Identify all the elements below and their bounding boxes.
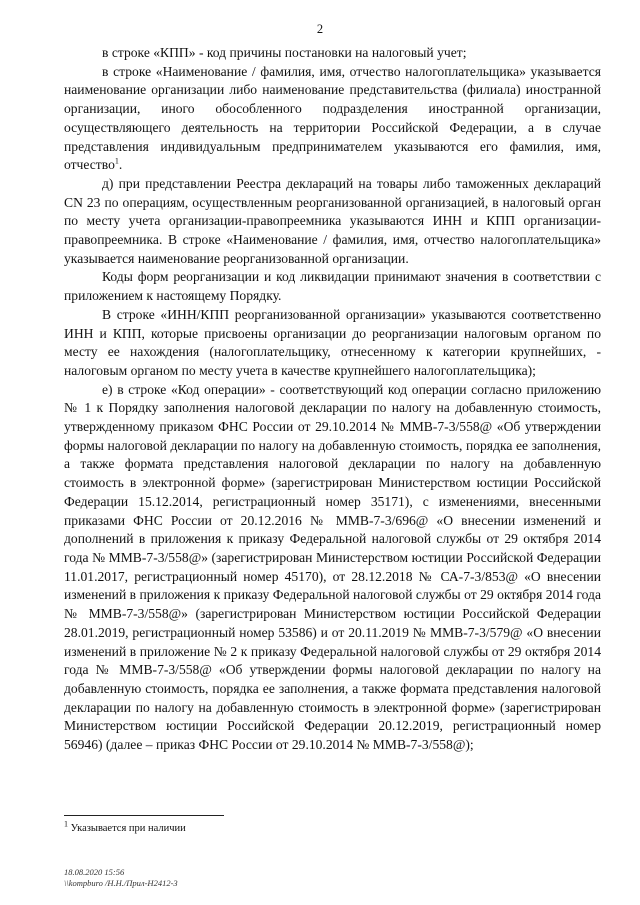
paragraph-end-mark: . [118, 157, 123, 173]
paragraph-taxpayer-name [64, 63, 601, 175]
paragraph-inn-kpp-reorg: В строке «ИНН/КПП реорганизованной организации» указываются соответственно ИНН и КПП, которые присвоены организации до реорганизации налоговым органом по месту ее нахождения (налогоплательщику, отнесенному к категории крупнейших, - налоговым органом по месту учета в качестве крупнейшего налогоплательщика); [64, 306, 601, 378]
footnote-number: 1 [64, 819, 68, 829]
footnote [64, 819, 564, 835]
paragraph-taxpayer-name-text: в строке «Наименование / фамилия, имя, отчество налогоплательщика» указывается наименование организации либо наименование представительства (филиала) иностранной организации, иного обособленного подразделения иностранной организации, осуществляющего деятельность на территории Российской Федерации, а в случае представления индивидуальным предпринимателем указываются его фамилия, имя, отчество [64, 63, 601, 173]
paragraph-item-e: е) в строке «Код операции» - соответствующий код операции согласно приложению № 1 к Порядку заполнения налоговой декларации по налогу на добавленную стоимость, утвержденному приказом ФНС России от 29.10.2014 № ММВ-7-3/558@ «Об утверждении формы налоговой декларации по налогу на добавленную стоимость, порядка ее заполнения, а также формата представления налоговой декларации по налогу на добавленную стоимость в электронной форме» (зарегистрирован Министерством юстиции Российской Федерации 15.12.2014, регистрационный номер 35171), с изменениями, внесенными приказами ФНС России от 20.12.2016 № ММВ-7-3/696@ «О внесении изменений и дополнений в приложения к приказу Федеральной налоговой службы от 29 октября 2014 года № ММВ-7-3/558@» (зарегистрирован Министерством юстиции Российской Федерации 11.01.2017, регистрационный номер 45170), от 28.12.2018 № СА-7-3/853@ «О внесении изменений в приложения к приказу Федеральной налоговой службы от 29 октября 2014 года № ММВ-7-3/558@» (зарегистрирован Министерством юстиции Российской Федерации 28.01.2019, регистрационный номер 53586) и от 20.11.2019 № ММВ-7-3/579@ «О внесении изменений в приложение № 2 к приказу Федеральной налоговой службы от 29 октября 2014 года № ММВ-7-3/558@ «Об утверждении формы налоговой декларации по налогу на добавленную стоимость, порядка ее заполнения, а также формата представления налоговой декларации по налогу на добавленную стоимость в электронной форме» (зарегистрирован Министерством юстиции Российской Федерации 20.12.2019, регистрационный номер 56946) (далее – приказ ФНС России от 29.10.2014 № ММВ-7-3/558@); [64, 381, 601, 753]
footnote-divider [64, 815, 224, 816]
footnote-marker: 1 [114, 156, 119, 166]
footnote-text: Указывается при наличии [70, 823, 186, 834]
paragraph-reorg-codes: Коды форм реорганизации и код ликвидации принимают значения в соответствии с приложением к настоящему Порядку. [64, 269, 601, 304]
meta-date: 18.08.2020 15:56 [64, 867, 125, 877]
paragraph-item-d: д) при представлении Реестра деклараций на товары либо таможенных деклараций CN 23 по операциям, осуществленным реорганизованной организацией, в налоговый орган по месту учета организации-правопреемника указываются ИНН и КПП организации-правопреемника. В строке «Наименование / фамилия, имя, отчество налогоплательщика» указывается наименование реорганизованной организации. [64, 175, 601, 266]
page-number: 2 [316, 22, 324, 36]
paragraph-kpp: в строке «КПП» - код причины постановки на налоговый учет; [102, 45, 467, 60]
document-body [64, 44, 601, 755]
document-meta [64, 867, 178, 888]
meta-file-path: \\kompburo /Н.Н./Прил-Н2412-3 [64, 877, 178, 888]
